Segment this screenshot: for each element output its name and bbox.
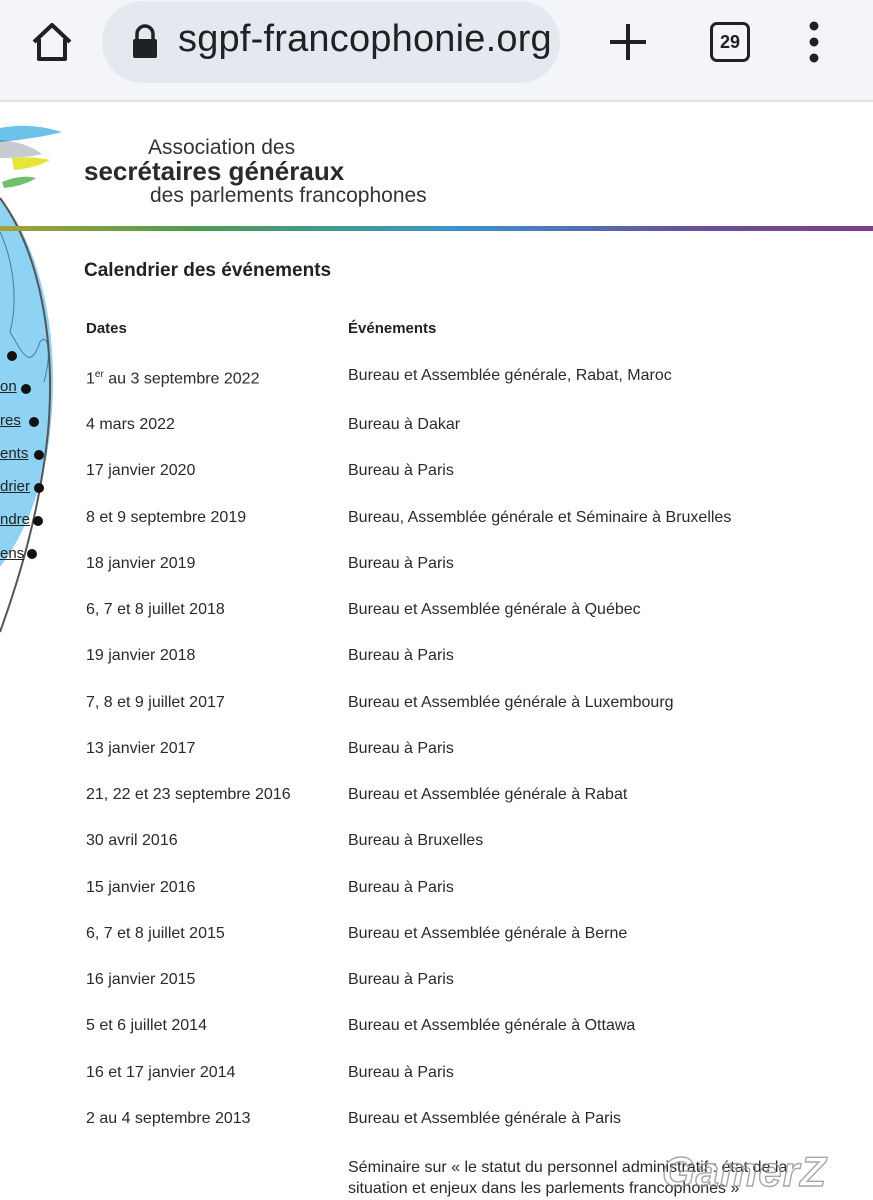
date-cell: 8 et 9 septembre 2019 <box>86 509 247 526</box>
event-cell: Bureau à Paris <box>348 879 454 896</box>
event-cell: Bureau à Paris <box>348 462 454 479</box>
date-cell: 16 janvier 2015 <box>86 971 196 988</box>
page-title: Calendrier des événements <box>84 260 332 281</box>
event-cell: Bureau et Assemblée générale, Rabat, Maroc <box>348 367 672 384</box>
event-cell: Bureau à Paris <box>348 740 454 757</box>
more-vert-icon[interactable] <box>806 20 822 64</box>
lock-icon <box>130 24 160 60</box>
browser-toolbar <box>0 0 873 102</box>
date-cell: 18 janvier 2019 <box>86 555 196 572</box>
date-cell: 21, 22 et 23 septembre 2016 <box>86 786 291 803</box>
event-cell: Bureau à Dakar <box>348 416 461 433</box>
org-name-line2: secrétaires généraux <box>84 156 345 186</box>
event-cell: Bureau à Paris <box>348 647 454 664</box>
event-cell: Bureau et Assemblée générale à Luxembourg <box>348 694 674 711</box>
date-cell: 2 au 4 septembre 2013 <box>86 1110 251 1127</box>
date-cell: 4 mars 2022 <box>86 416 175 433</box>
event-cell: Bureau et Assemblée générale à Ottawa <box>348 1017 636 1034</box>
nav-link[interactable]: res <box>0 412 21 429</box>
date-cell: 15 janvier 2016 <box>86 879 196 896</box>
nav-link[interactable]: on <box>0 378 17 395</box>
date-cell: 19 janvier 2018 <box>86 647 196 664</box>
event-cell: Bureau à Paris <box>348 555 454 572</box>
events-column-header: Événements <box>348 320 437 337</box>
date-cell: 1er au 3 septembre 2022 <box>86 369 260 388</box>
date-cell: 6, 7 et 8 juillet 2015 <box>86 925 225 942</box>
header-rule <box>0 226 873 231</box>
date-cell: 16 et 17 janvier 2014 <box>86 1064 236 1081</box>
event-cell: Bureau, Assemblée générale et Séminaire à Bruxelles <box>348 509 732 526</box>
date-cell: 13 janvier 2017 <box>86 740 196 757</box>
event-cell: Bureau et Assemblée générale à Rabat <box>348 786 628 803</box>
nav-link[interactable]: ens <box>0 545 25 562</box>
event-cell: Bureau et Assemblée générale à Berne <box>348 925 628 942</box>
date-cell: 6, 7 et 8 juillet 2018 <box>86 601 225 618</box>
date-cell: 17 janvier 2020 <box>86 462 196 479</box>
org-name-line3: des parlements francophones <box>150 184 427 207</box>
event-cell: Séminaire sur « le statut du personnel administratif : état de la situation et enjeux dans les parlements francophones » <box>348 1159 788 1197</box>
dates-column-header: Dates <box>86 320 127 337</box>
date-cell: 5 et 6 juillet 2014 <box>86 1017 207 1034</box>
date-cell: 7, 8 et 9 juillet 2017 <box>86 694 225 711</box>
event-cell: Bureau et Assemblée générale à Québec <box>348 601 641 618</box>
nav-link[interactable]: drier <box>0 478 31 495</box>
event-cell: Bureau et Assemblée générale à Paris <box>348 1110 622 1127</box>
org-name-line1: Association des <box>148 136 296 159</box>
url-text[interactable]: sgpf-francophonie.org <box>178 18 552 60</box>
home-icon[interactable] <box>28 18 76 66</box>
plus-icon[interactable] <box>606 20 650 64</box>
event-cell: Bureau à Bruxelles <box>348 832 484 849</box>
date-cell: 30 avril 2016 <box>86 832 178 849</box>
nav-link[interactable]: ndre <box>0 511 31 528</box>
event-cell: Bureau à Paris <box>348 1064 454 1081</box>
tab-count: 29 <box>719 31 741 52</box>
watermark: GamerZ <box>662 1148 827 1195</box>
tabs-icon[interactable] <box>710 22 750 62</box>
nav-link[interactable]: ents <box>0 445 29 462</box>
event-cell: Bureau à Paris <box>348 971 454 988</box>
